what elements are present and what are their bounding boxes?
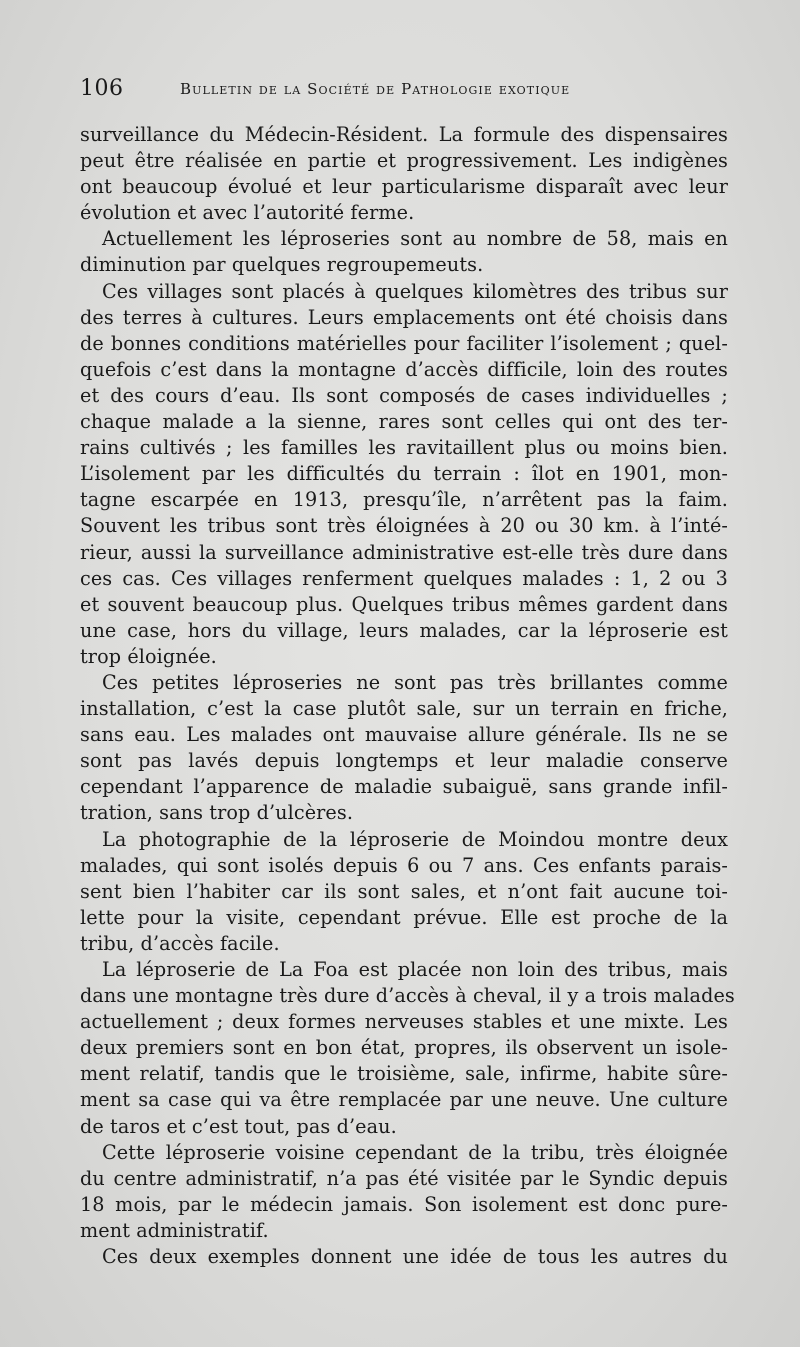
text-line: lette pour la visite, cependant prévue. Elle est proche de la <box>80 905 728 929</box>
text-line: ment administratif. <box>80 1218 269 1242</box>
text-line: rieur, aussi la surveillance administrative est-elle très dure dans <box>80 540 728 564</box>
text-line: La photographie de la léproserie de Moindou montre deux <box>102 827 728 851</box>
text-line: tration, sans trop d’ulcères. <box>80 801 354 825</box>
text-line: tagne escarpée en 1913, presqu’île, n’arrêtent pas la faim. <box>80 488 728 512</box>
page-number: 106 <box>80 76 124 101</box>
text-line: une case, hors du village, leurs malades, car la léproserie est <box>80 618 728 642</box>
text-line: sent bien l’habiter car ils sont sales, et n’ont fait aucune toi- <box>80 879 728 903</box>
text-line: ces cas. Ces villages renferment quelques malades : 1, 2 ou 3 <box>80 566 728 590</box>
text-line: Cette léproserie voisine cependant de la tribu, très éloignée <box>102 1140 728 1164</box>
running-title: Bulletin de la Société de Pathologie exotique <box>180 80 571 98</box>
text-line: trop éloignée. <box>80 644 217 668</box>
text-line: de taros et c’est tout, pas d’eau. <box>80 1114 397 1138</box>
text-line: du centre administratif, n’a pas été visitée par le Syndic depuis <box>80 1166 728 1190</box>
text-line: quefois c’est dans la montagne d’accès difficile, loin des routes <box>80 357 728 381</box>
text-line: de bonnes conditions matérielles pour faciliter l’isolement ; quel- <box>80 331 728 355</box>
text-line: et des cours d’eau. Ils sont composés de cases individuelles ; <box>80 383 728 407</box>
text-line: actuellement ; deux formes nerveuses stables et une mixte. Les <box>80 1010 728 1034</box>
text-line: ment relatif, tandis que le troisième, sale, infirme, habite sûre- <box>80 1062 728 1086</box>
text-line: dans une montagne très dure d’accès à cheval, il y a trois malades <box>80 984 735 1008</box>
text-line: peut être réalisée en partie et progressivement. Les indigènes <box>80 149 728 173</box>
text-line: Actuellement les léproseries sont au nombre de 58, mais en <box>102 227 728 251</box>
text-line: et souvent beaucoup plus. Quelques tribus mêmes gardent dans <box>80 592 728 616</box>
running-head <box>80 76 740 106</box>
body-text <box>80 122 735 1270</box>
text-line: malades, qui sont isolés depuis 6 ou 7 ans. Ces enfants parais- <box>80 853 728 877</box>
text-line: des terres à cultures. Leurs emplacements ont été choisis dans <box>80 305 728 329</box>
text-line: sans eau. Les malades ont mauvaise allure générale. Ils ne se <box>80 723 728 747</box>
text-line: Ces petites léproseries ne sont pas très brillantes comme <box>102 670 728 694</box>
text-line: chaque malade a la sienne, rares sont celles qui ont des ter- <box>80 410 728 434</box>
text-line: évolution et avec l’autorité ferme. <box>80 201 415 225</box>
text-line: Souvent les tribus sont très éloignées à 20 ou 30 km. à l’inté- <box>80 514 728 538</box>
text-line: L’isolement par les difficultés du terrain : îlot en 1901, mon- <box>80 462 728 486</box>
text-line: surveillance du Médecin-Résident. La formule des dispensaires <box>80 123 728 146</box>
text-line: installation, c’est la case plutôt sale, sur un terrain en friche, <box>80 697 728 721</box>
text-line: cependant l’apparence de maladie subaiguë, sans grande infil- <box>80 775 728 799</box>
text-line: sont pas lavés depuis longtemps et leur maladie conserve <box>80 749 728 773</box>
text-line: ment sa case qui va être remplacée par une neuve. Une culture <box>80 1088 728 1112</box>
text-line: rains cultivés ; les familles les ravitaillent plus ou moins bien. <box>80 436 728 460</box>
text-line: Ces villages sont placés à quelques kilomètres des tribus sur <box>102 279 728 303</box>
text-line: deux premiers sont en bon état, propres, ils observent un isole- <box>80 1036 728 1060</box>
text-line: ont beaucoup évolué et leur particularisme disparaît avec leur <box>80 175 728 199</box>
text-line: diminution par quelques regroupemeuts. <box>80 253 484 277</box>
text-line: 18 mois, par le médecin jamais. Son isolement est donc pure- <box>80 1192 728 1216</box>
text-line: Ces deux exemples donnent une idée de tous les autres du <box>102 1245 728 1269</box>
text-line: La léproserie de La Foa est placée non loin des tribus, mais <box>102 958 728 981</box>
text-line: tribu, d’accès facile. <box>80 931 280 955</box>
